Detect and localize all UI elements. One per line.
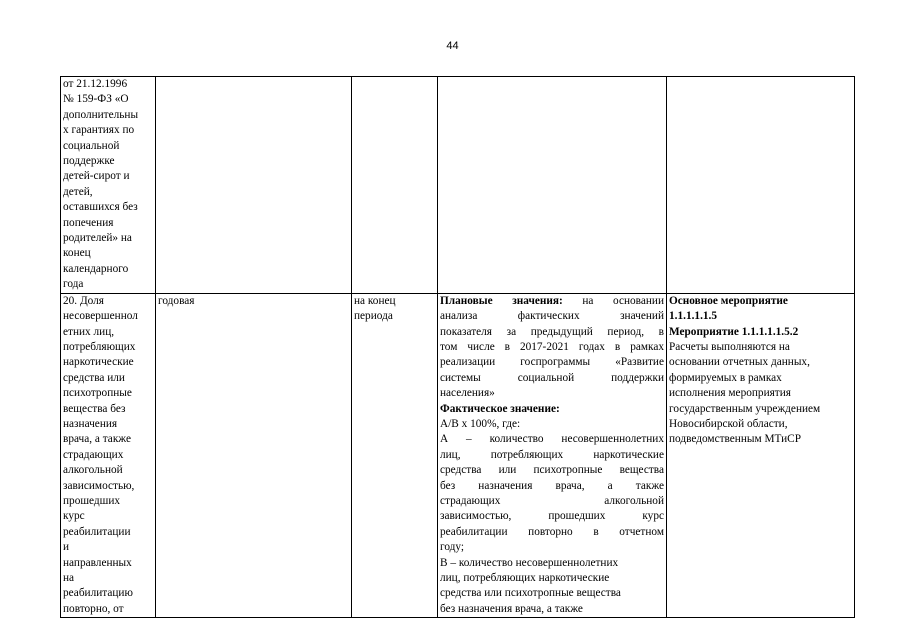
- text-line: Расчеты выполняются на: [669, 340, 790, 353]
- text-line: средства или психотропные вещества: [440, 464, 664, 477]
- text-fragment: на основании: [562, 294, 664, 307]
- periodicity-value: годовая: [158, 294, 195, 307]
- text-line: зависимостью, прошедших курс: [440, 510, 664, 523]
- formula-line: А/В х 100%, где:: [440, 417, 521, 430]
- text-line: социальной: [63, 139, 120, 152]
- text-line: реализации госпрограммы «Развитие: [440, 356, 664, 369]
- text-line: реабилитации: [63, 525, 131, 538]
- text-line: страдающих алкогольной: [440, 494, 664, 507]
- measures-cell: [667, 77, 855, 294]
- text-line: несовершеннол: [63, 310, 138, 323]
- text-line: повторно, от: [63, 602, 124, 615]
- text-line: алкогольной: [63, 464, 123, 477]
- sub-measure-label: Мероприятие 1.1.1.1.1.5.2: [669, 325, 799, 338]
- table-row: [61, 293, 855, 618]
- text-line: подведомственным МТиСР: [669, 433, 801, 446]
- text-line: конец: [63, 247, 91, 260]
- text-line: поддержке: [63, 155, 115, 168]
- text-line: календарного: [63, 262, 129, 275]
- text-line: курс: [63, 510, 85, 523]
- text-line: оставшихся без: [63, 201, 138, 214]
- text-line: года: [63, 278, 84, 291]
- text-line: от 21.12.1996: [63, 78, 128, 90]
- method-cell: [438, 293, 667, 618]
- text-line: врача, а также: [63, 433, 131, 446]
- method-cell: [438, 77, 667, 294]
- text-line: году;: [440, 541, 465, 554]
- text-line: реабилитацию: [63, 587, 133, 600]
- text-line: и: [63, 541, 70, 554]
- text-line: дополнительны: [63, 108, 139, 121]
- main-measure-number: 1.1.1.1.1.5: [669, 310, 718, 323]
- text-line: детей,: [63, 185, 93, 198]
- indicator-name-cell: [61, 293, 156, 618]
- text-line: зависимостью,: [63, 479, 135, 492]
- table-row: [61, 77, 855, 294]
- text-line: назначения: [63, 417, 118, 430]
- main-measure-label: Основное мероприятие: [669, 294, 788, 307]
- text-line: [440, 294, 664, 309]
- measure-time-cell: [352, 77, 438, 294]
- text-line: исполнения мероприятия: [669, 387, 791, 400]
- text-line: том числе в 2017-2021 годах в рамках: [440, 340, 664, 353]
- text-line: № 159-ФЗ «О: [63, 93, 129, 106]
- text-line: на конец: [354, 294, 396, 307]
- indicator-name-cell: [61, 77, 156, 294]
- text-line: на: [63, 572, 75, 584]
- text-line: основании отчетных данных,: [669, 356, 810, 369]
- text-line: етних лиц,: [63, 325, 115, 338]
- text-line: населения»: [440, 387, 495, 400]
- text-line: показателя за предыдущий период, в: [440, 325, 664, 338]
- text-line: детей-сирот и: [63, 170, 130, 183]
- text-line: родителей» на: [63, 232, 132, 245]
- text-line: прошедших: [63, 494, 121, 507]
- text-line: анализа фактических значений: [440, 310, 664, 323]
- text-line: наркотические: [63, 356, 134, 369]
- text-line: направленных: [63, 556, 132, 569]
- text-line: без назначения врача, а также: [440, 602, 583, 615]
- text-line: потребляющих: [63, 340, 136, 353]
- text-line: государственным учреждением: [669, 402, 821, 415]
- periodicity-cell: [156, 77, 352, 294]
- text-line: А – количество несовершеннолетних: [440, 433, 664, 446]
- text-line: реабилитации повторно в отчетном: [440, 525, 664, 538]
- actual-heading: Фактическое значение:: [440, 402, 560, 415]
- text-line: системы социальной поддержки: [440, 371, 664, 384]
- text-line: Новосибирской области,: [669, 417, 788, 430]
- text-line: психотропные: [63, 387, 132, 400]
- text-line: лиц, потребляющих наркотические: [440, 448, 664, 461]
- text-line: формируемых в рамках: [669, 371, 782, 384]
- text-line: х гарантиях по: [63, 124, 135, 137]
- measure-time-cell: [352, 293, 438, 618]
- indicator-table: [60, 76, 855, 618]
- text-line: средства или: [63, 371, 125, 384]
- page-number: 44: [446, 40, 459, 52]
- text-line: попечения: [63, 216, 114, 229]
- text-line: периода: [354, 310, 393, 323]
- text-line: без назначения врача, а также: [440, 479, 664, 492]
- text-line: 20. Доля: [63, 294, 104, 307]
- text-line: средства или психотропные вещества: [440, 587, 621, 600]
- periodicity-cell: [156, 293, 352, 618]
- planned-heading: Плановые значения:: [440, 294, 563, 307]
- text-line: лиц, потребляющих наркотические: [440, 572, 610, 584]
- text-line: вещества без: [63, 402, 126, 415]
- measures-cell: [667, 293, 855, 618]
- text-line: В – количество несовершеннолетних: [440, 556, 619, 569]
- text-line: страдающих: [63, 448, 124, 461]
